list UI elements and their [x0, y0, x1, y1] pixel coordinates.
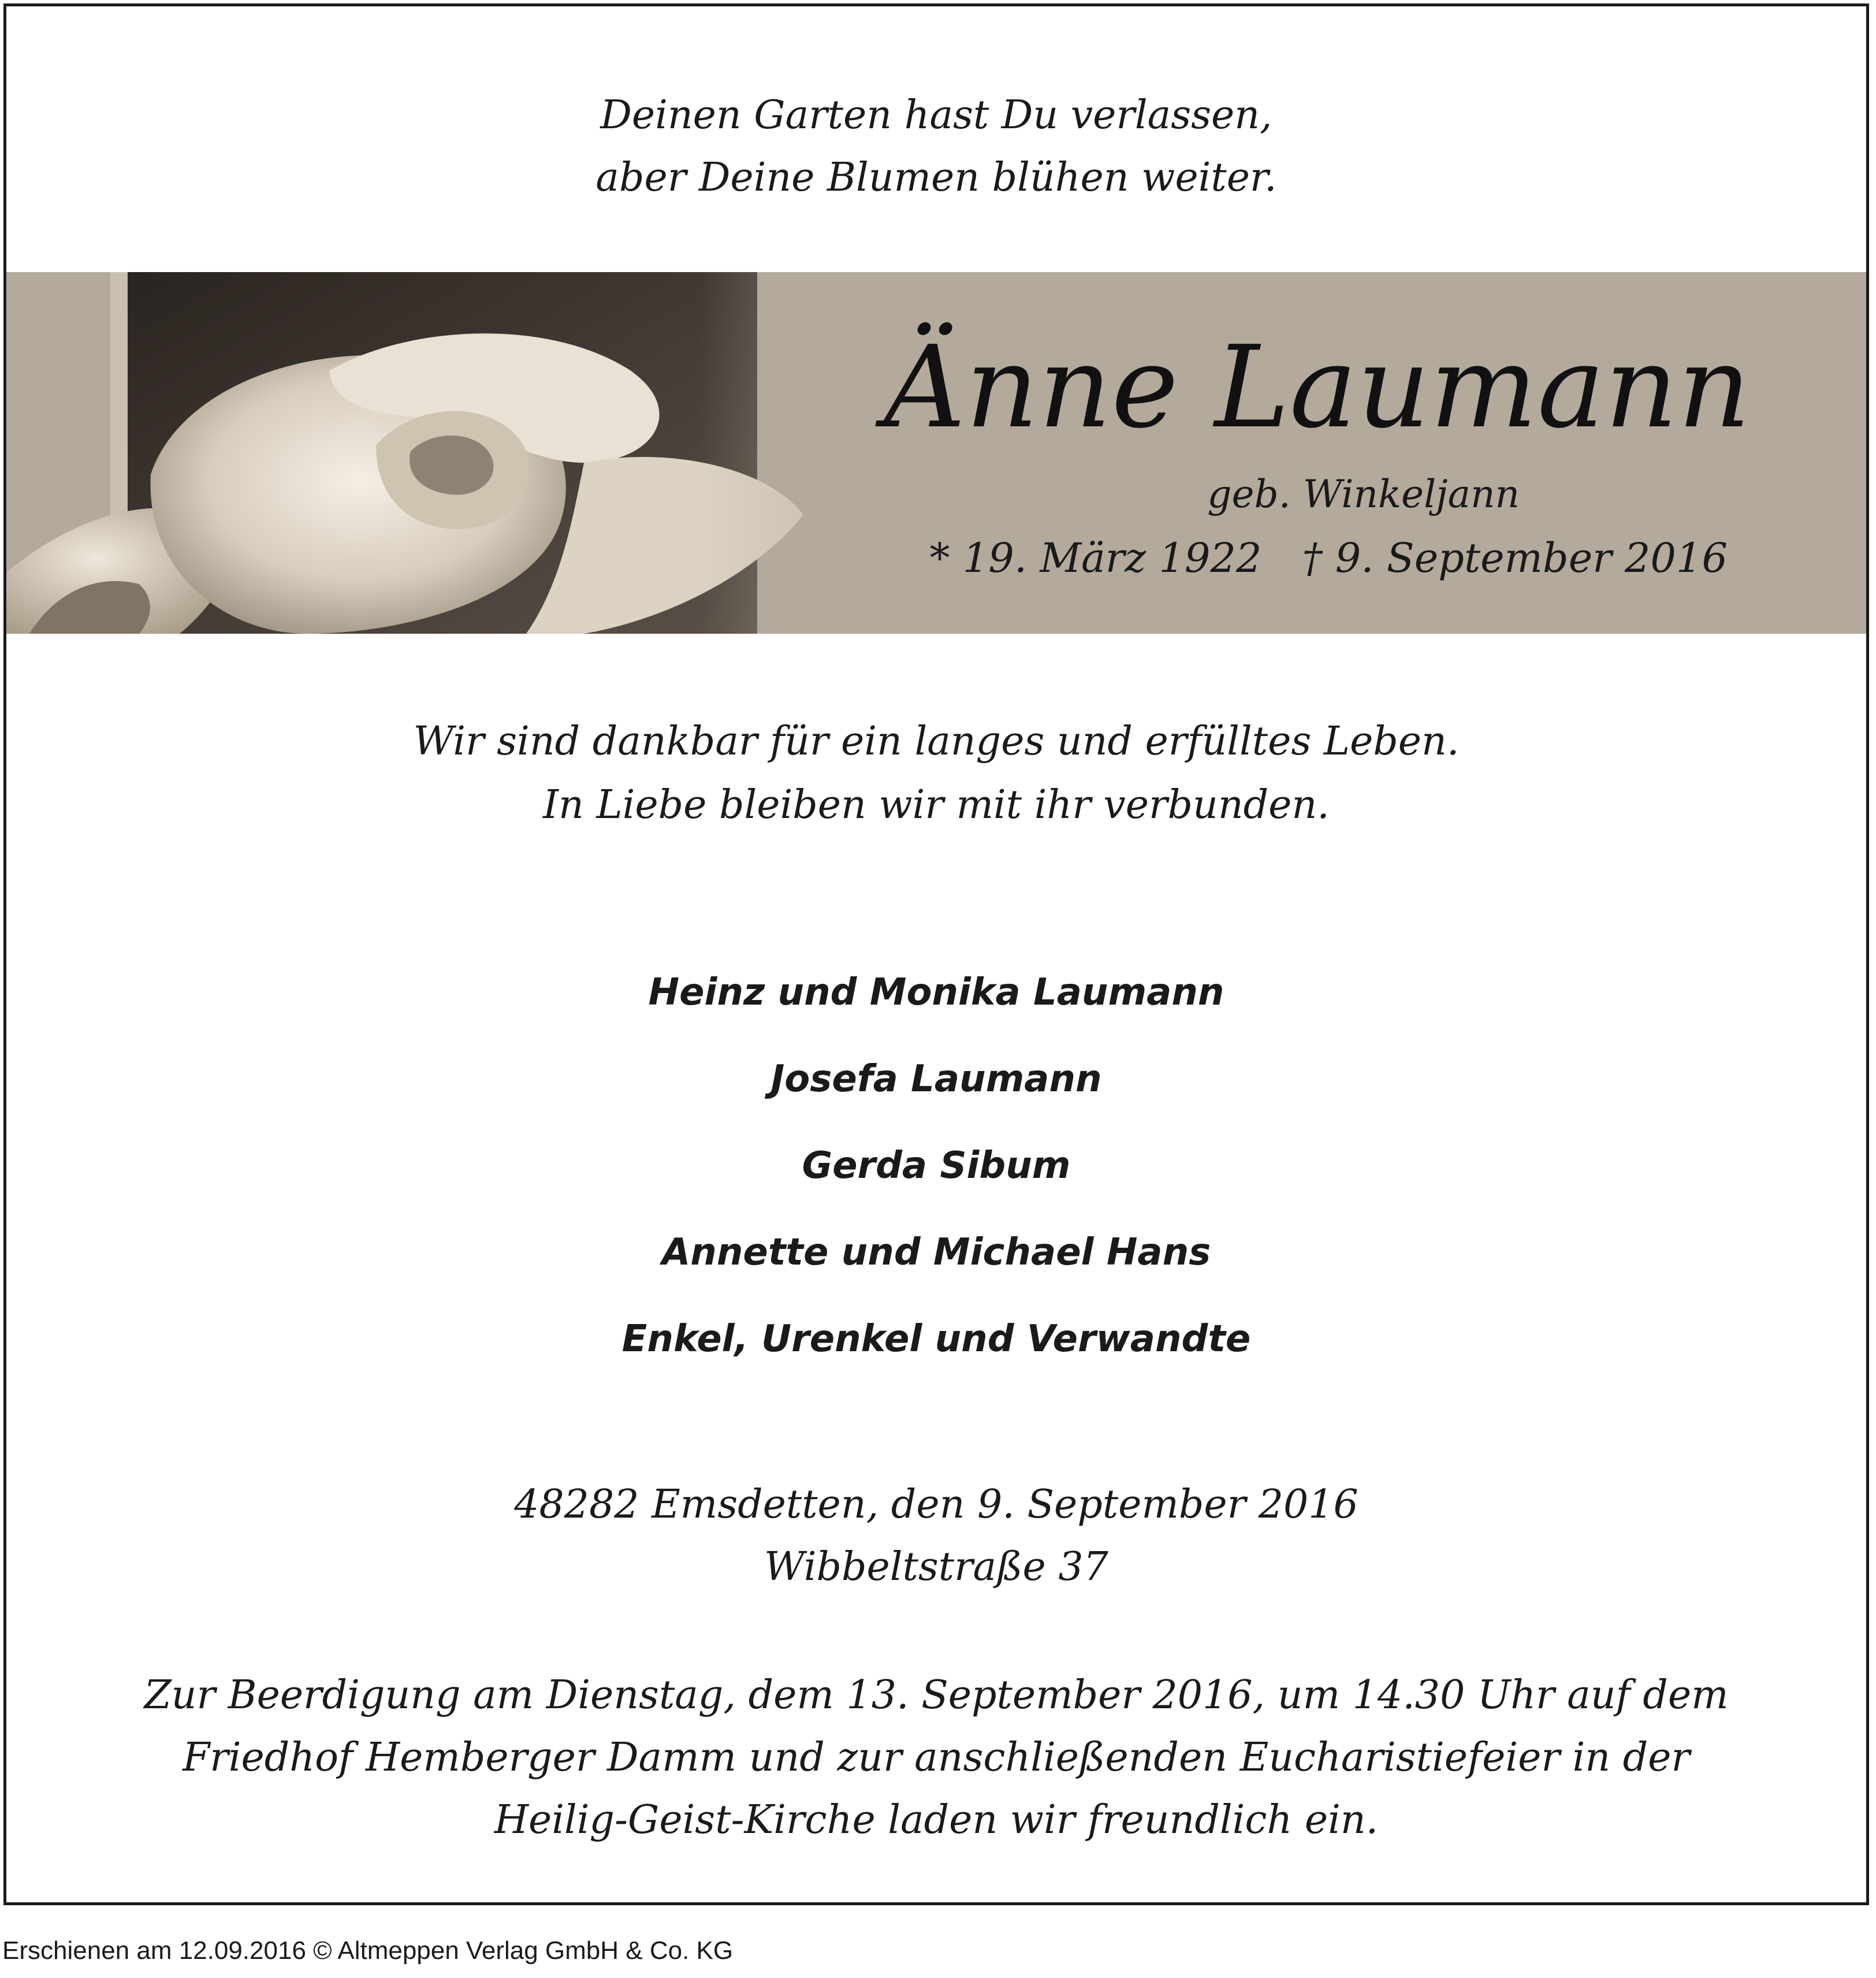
gratitude-line-2: In Liebe bleiben wir mit ihr verbunden. [543, 782, 1330, 828]
obituary-frame [3, 3, 1869, 1905]
publication-footer: Erschienen am 12.09.2016 © Altmeppen Verlag GmbH & Co. KG [2, 1936, 734, 1965]
quote-line-1: Deinen Garten hast Du verlassen, [600, 92, 1272, 138]
opening-quote [6, 84, 1866, 209]
name-banner [6, 272, 1866, 634]
funeral-line-1: Zur Beerdigung am Dienstag, dem 13. September 2016, um 14.30 Uhr auf dem [144, 1672, 1729, 1718]
rose-image [6, 272, 988, 634]
life-dates [930, 532, 1728, 584]
mourner-entry: Enkel, Urenkel und Verwandte [621, 1318, 1251, 1360]
funeral-notice [6, 1664, 1866, 1851]
mourner-entry: Josefa Laumann [770, 1058, 1102, 1100]
maiden-name: geb. Winkeljann [1207, 472, 1520, 516]
mourner-entry: Annette und Michael Hans [661, 1231, 1211, 1274]
funeral-line-2: Friedhof Hemberger Damm und zur anschließenden Eucharistiefeier in der [183, 1735, 1690, 1780]
birth-date: * 19. März 1922 [929, 534, 1262, 582]
street-line: Wibbeltstraße 37 [764, 1544, 1108, 1590]
gratitude-text [6, 710, 1866, 837]
death-date: † 9. September 2016 [1302, 534, 1728, 582]
mourner-entry: Heinz und Monika Laumann [648, 971, 1224, 1014]
mourners-list [6, 949, 1866, 1382]
address-block [6, 1474, 1866, 1598]
gratitude-line-1: Wir sind dankbar für ein langes und erfülltes Leben. [413, 719, 1460, 764]
mourner-entry: Gerda Sibum [802, 1144, 1071, 1187]
funeral-line-3: Heilig-Geist-Kirche laden wir freundlich ein. [494, 1797, 1379, 1843]
place-date-line: 48282 Emsdetten, den 9. September 2016 [514, 1482, 1358, 1527]
quote-line-2: aber Deine Blumen blühen weiter. [595, 155, 1277, 200]
deceased-name: Änne Laumann [884, 322, 1751, 453]
